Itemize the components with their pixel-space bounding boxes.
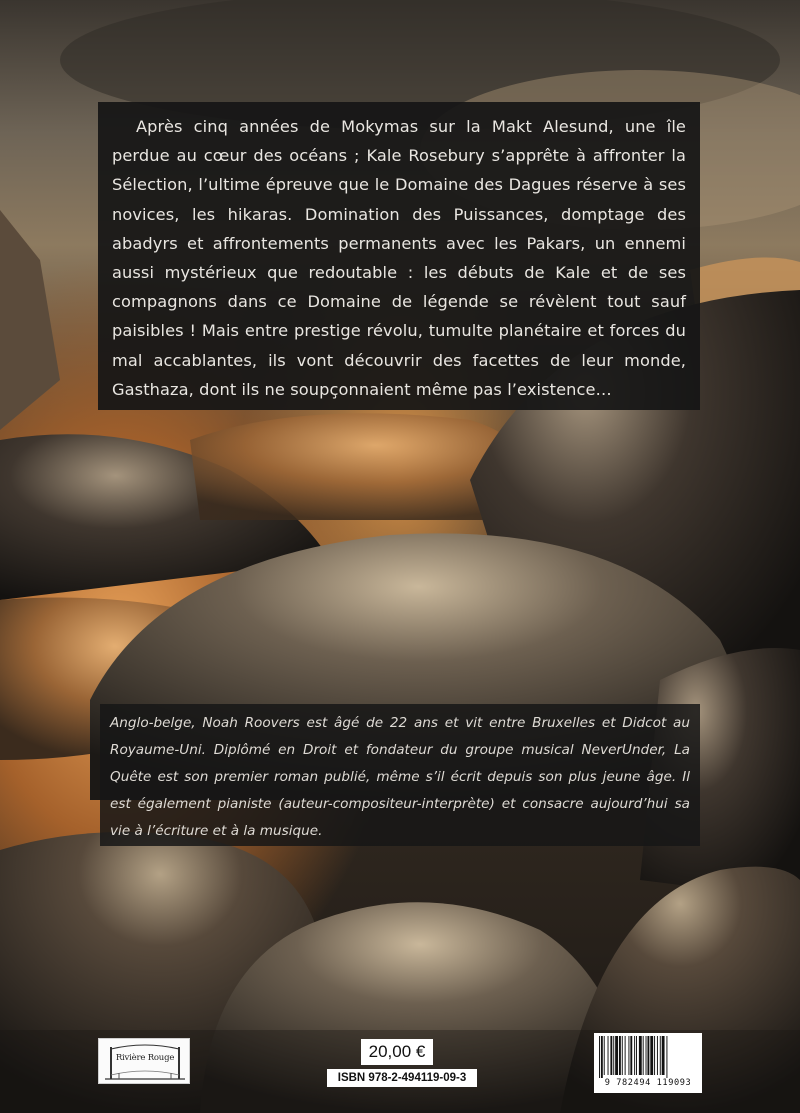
barcode-bars <box>598 1036 698 1078</box>
isbn-label: ISBN 978-2-494119-09-3 <box>327 1069 477 1087</box>
synopsis-text: Après cinq années de Mokymas sur la Makt Alesund, une île perdue au cœur des océans ; Kale Rosebury s’apprête à affronter la Sélection, l’ultime épreuve que le Domaine des Dagues réserve à ses novices, les hikaras. Domination des Puissances, domptage des abadyrs et affrontements permanents avec les Pakars, un ennemi aussi mystérieux que redoutable : les débuts de Kale et de ses compagnons dans ce Domaine de légende se révèlent tout sauf paisibles ! Mais entre prestige révolu, tumulte planétaire et forces du mal accablantes, ils vont découvrir des facettes de leur monde, Gasthaza, dont ils ne soupçonnaient même pas l’existence… <box>98 102 700 410</box>
barcode <box>594 1033 702 1093</box>
barcode-digits: 9 782494 119093 <box>604 1078 692 1088</box>
publisher-name: Rivière Rouge <box>115 1053 175 1063</box>
author-bio: Anglo-belge, Noah Roovers est âgé de 22 ans et vit entre Bruxelles et Didcot au Royaume-Uni. Diplômé en Droit et fondateur du groupe musical NeverUnder, La Quête est son premier roman publié, même s’il écrit depuis son plus jeune âge. Il est également pianiste (auteur-compositeur-interprète) et consacre aujourd’hui sa vie à l’écriture et à la musique. <box>100 704 700 846</box>
publisher-logo <box>98 1038 190 1084</box>
price-label: 20,00 € <box>361 1039 433 1065</box>
